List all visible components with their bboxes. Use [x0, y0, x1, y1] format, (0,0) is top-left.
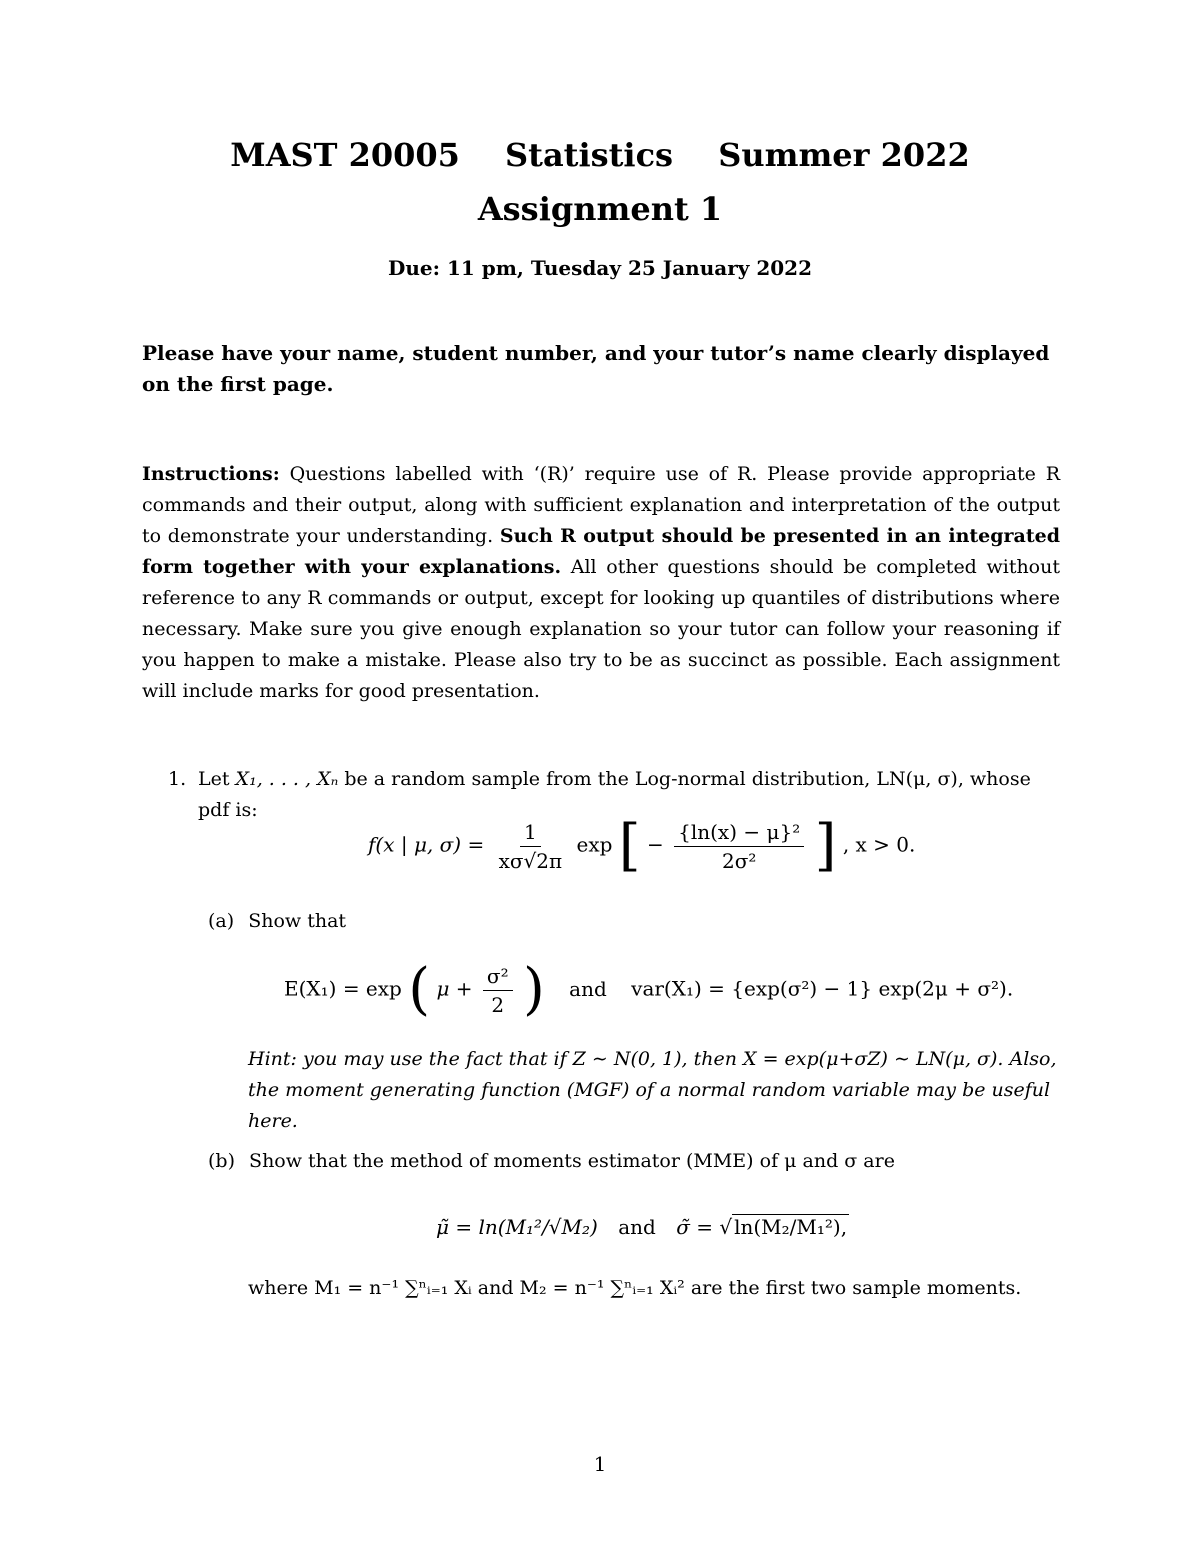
pdf-domain: , x > 0.: [842, 832, 916, 857]
instructions-text-1: Questions labelled with ‘(R)’ require use of R. Please provide appropriate R commands and their output, along with sufficient explanation and interpretation of the output to demonstrate your understanding.: [142, 463, 1060, 547]
instructions-label: Instructions:: [142, 463, 280, 485]
page-number: 1: [593, 1452, 607, 1476]
moments-equation: E(X₁) = exp ( μ + $\frac{\text{σ²}}{2}$ ) and var(X₁) = {exp(σ²) − 1} exp(2μ + σ²).: [284, 957, 1014, 1022]
course-subject: Statistics: [505, 136, 674, 174]
part-a: (a) Show that: [208, 910, 347, 932]
pdf-equation: f(x | μ, σ) = $\frac{1}{x\sigma√2\pi}$ exp [ − $\frac{\text{\{ln(x) − μ\}²}}{\text{2σ²}}$ ] , x > 0.: [368, 813, 916, 878]
instructions-bold: Such R output should be presented in an integrated form together with your explanations.: [142, 525, 1060, 578]
mme-sigma-radicand: ln(M₂/M₁²),: [734, 1215, 848, 1239]
sample-notation: X₁, . . . , Xₙ: [235, 768, 339, 790]
sample-moments-definition: where M₁ = n⁻¹ ∑ⁿᵢ₌₁ Xᵢ and M₂ = n⁻¹ ∑ⁿᵢ₌₁ Xᵢ² are the first two sample moments.: [248, 1277, 1022, 1299]
instructions-text-2: All other questions should be completed without reference to any R commands or output, except for looking up quantiles of distributions where necessary. Make sure you give enough explanation so your tutor can follow your reasoning if you happen to make a mistake. Please also try to be as succinct as possible. Each assignment will include marks for good presentation.: [142, 556, 1060, 702]
name-notice: Please have your name, student number, and your tutor’s name clearly displayed on the first page.: [142, 341, 1050, 396]
hint-text: Hint: you may use the fact that if Z ∼ N(0, 1), then X = exp(μ+σZ) ∼ LN(μ, σ). Also, the moment generating function (MGF) of a normal random variable may be useful here.: [248, 1048, 1057, 1132]
due-date: Due: 11 pm, Tuesday 25 January 2022: [388, 256, 812, 280]
pdf-exponent-fraction: $\frac{\text{\{ln(x) − μ\}²}}{\text{2σ²}}$: [674, 820, 804, 873]
instructions-paragraph: [142, 459, 1060, 707]
pdf-fraction: $\frac{1}{x\sigma√2\pi}$: [498, 819, 563, 873]
course-term: Summer 2022: [718, 136, 970, 174]
question-number: 1.: [168, 768, 187, 790]
mme-equation: μ̃ = ln(M₁²/√M₂) and σ̃ = √ ln(M₂/M₁²),: [436, 1215, 848, 1239]
assignment-title: Assignment 1: [477, 190, 723, 228]
course-title: [0, 136, 1200, 174]
course-code: MAST 20005: [230, 136, 460, 174]
pdf-lhs: f(x | μ, σ) =: [368, 832, 485, 857]
part-b: (b) Show that the method of moments estimator (MME) of μ and σ are: [208, 1150, 895, 1172]
question-intro: Let X₁, . . . , Xₙ be a random sample from the Log-normal distribution, LN(μ, σ), whose pdf is:: [198, 768, 1031, 821]
mme-mu: μ̃ = ln(M₁²/√M₂): [436, 1215, 598, 1239]
variance-formula: var(X₁) = {exp(σ²) − 1} exp(2μ + σ²).: [631, 976, 1014, 1001]
